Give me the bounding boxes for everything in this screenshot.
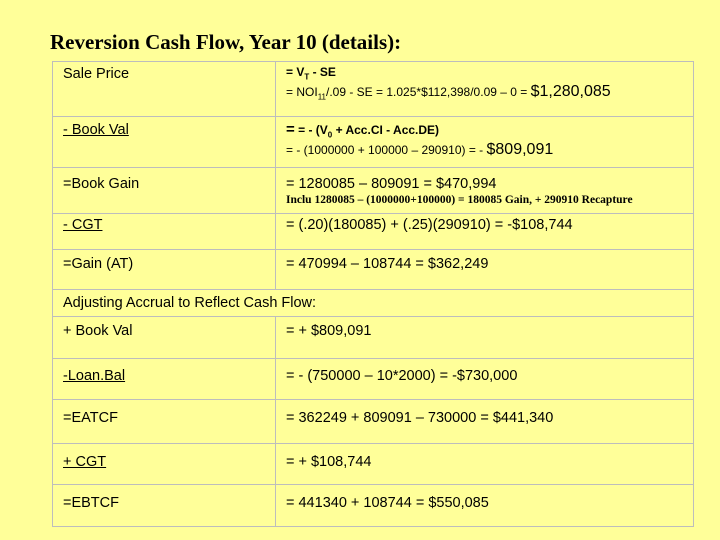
row-label: + Book Val [63,323,133,339]
table-row [53,317,694,359]
sale-price-formula-a: = $V_T$ - SE [286,65,336,82]
row-formula: = 362249 + 809091 – 730000 = $441,340 [286,410,554,426]
page-title: Reversion Cash Flow, Year 10 (details): [50,30,402,54]
row-label: -Loan.Bal [63,368,126,384]
table-row [53,485,694,527]
row-label: =EBTCF [63,495,119,511]
table-row [53,62,694,117]
cgt-formula: = (.20)(180085) + (.25)(290910) = -$108,744 [286,217,573,233]
table-row [53,250,694,290]
formula-cell [276,62,694,117]
book-val-result: $809,091 [486,141,554,159]
book-gain-label: =Book Gain [63,176,140,192]
cash-flow-adjust-table [52,316,694,527]
table-row [53,359,694,400]
sale-price-result: $1,280,085 [530,83,611,101]
row-formula: = + $108,744 [286,454,372,470]
table-row [53,400,694,444]
row-label: =EATCF [63,410,118,426]
book-val-formula-a: = = - $(V_0 + Acc.CI - Acc.DE)$ [286,121,440,140]
cgt-label: - CGT [63,217,103,233]
book-gain-note: Inclu 1280085 – (1000000+100000) = 180085 Gain, + 290910 Recapture [286,194,633,206]
row-label: + CGT [63,454,107,470]
book-gain-formula: = 1280085 – 809091 = $470,994 [286,176,497,192]
row-formula: = - (750000 – 10*2000) = -$730,000 [286,368,518,384]
sale-price-formula-b: = $NOI_{11}/.09$ - SE = 1.025*$112,398/0.09 – 0 = $1,280,085 [286,83,611,102]
reversion-details-table [52,61,694,326]
table-row [53,117,694,168]
book-val-label: - Book Val [63,122,129,138]
table-row [53,214,694,250]
gain-at-label: =Gain (AT) [63,256,134,272]
sale-price-label: Sale Price [63,66,130,82]
section-heading: Adjusting Accrual to Reflect Cash Flow: [63,295,317,311]
table-row [53,168,694,214]
book-val-formula-b: = - (1000000 + 100000 – 290910) = - $809,091 [286,141,554,159]
row-label-cell [53,62,276,117]
gain-at-formula: = 470994 – 108744 = $362,249 [286,256,489,272]
row-formula: = 441340 + 108744 = $550,085 [286,495,489,511]
row-formula: = + $809,091 [286,323,372,339]
table-row [53,444,694,485]
